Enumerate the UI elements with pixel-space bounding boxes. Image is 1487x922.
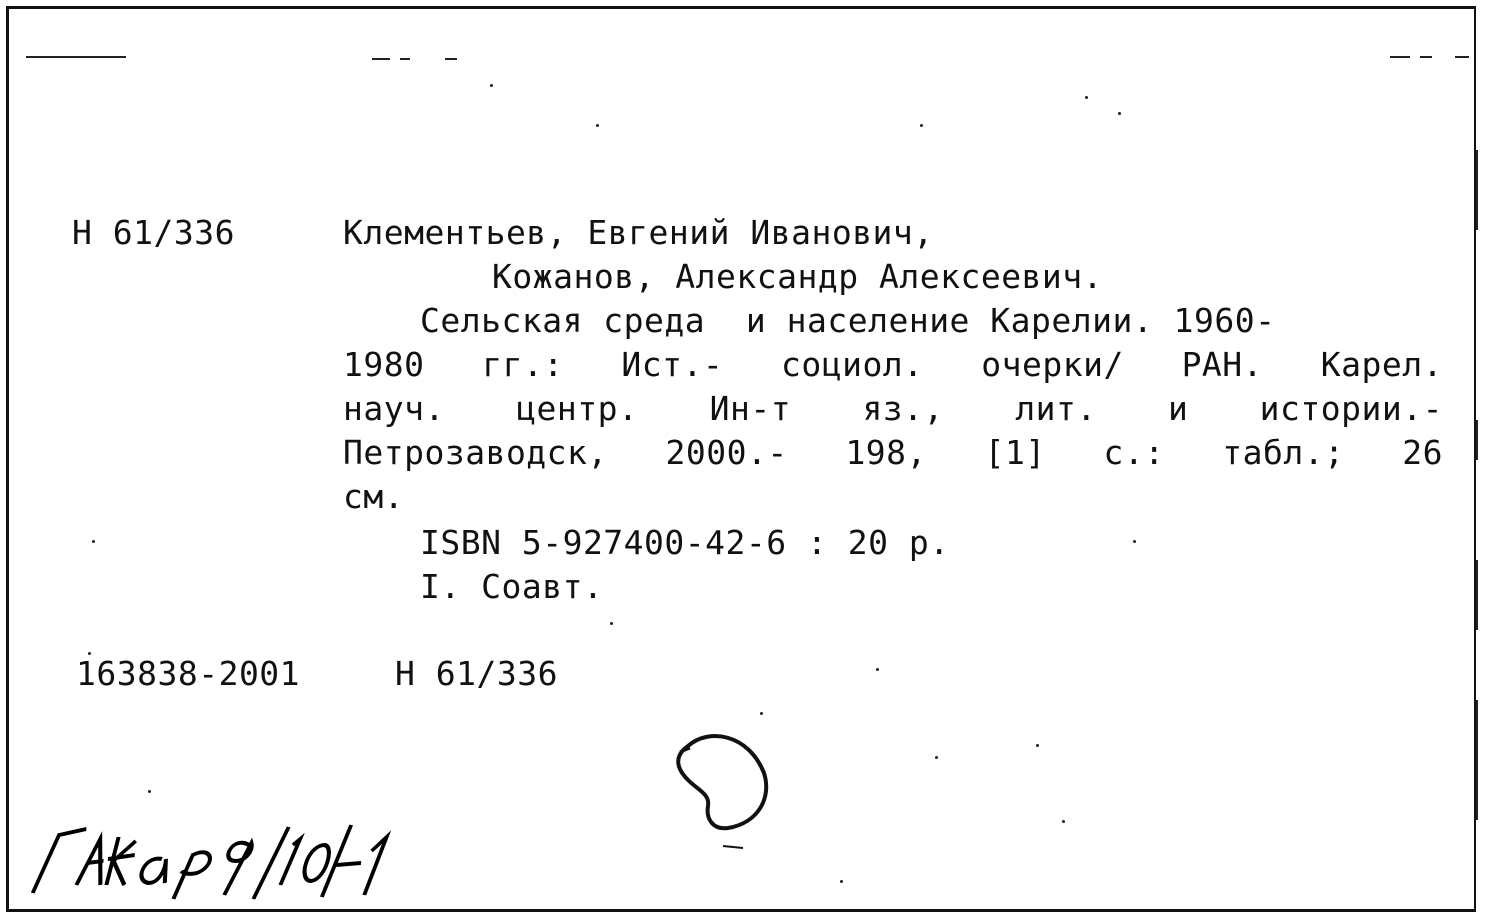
- scan-edge-mark: [1476, 700, 1478, 820]
- word: 198,: [845, 433, 927, 472]
- word: 26: [1402, 433, 1443, 472]
- word: лит.: [1015, 389, 1097, 428]
- scan-speck: [596, 124, 599, 127]
- handwritten-archive-note: [19, 815, 422, 921]
- scan-dash: [1420, 56, 1432, 58]
- description-line: [343, 386, 1443, 432]
- scan-edge-mark: [1476, 560, 1478, 630]
- word: гг.:: [482, 345, 564, 384]
- coauthor-line: Кожанов, Александр Алексеевич.: [492, 257, 1104, 296]
- scan-edge-mark: [1476, 150, 1478, 230]
- scan-speck: [840, 880, 843, 883]
- word: Карел.: [1320, 345, 1443, 384]
- word: Ист.-: [621, 345, 724, 384]
- word: табл.;: [1222, 433, 1345, 472]
- shelf-mark: Н 61/336: [72, 213, 235, 252]
- size-line: см.: [343, 477, 405, 516]
- scan-speck: [1036, 744, 1039, 747]
- scan-dash: [400, 58, 410, 60]
- scan-dash: [372, 58, 390, 60]
- word: центр.: [516, 389, 639, 428]
- scan-dash: [445, 58, 457, 60]
- scan-speck: [1118, 112, 1121, 115]
- word: Ин-т: [709, 389, 792, 428]
- scan-speck: [610, 622, 613, 625]
- handwriting-signature-icon: [22, 815, 421, 905]
- author-line: Клементьев, Евгений Иванович,: [343, 213, 934, 252]
- word: 2000.-: [665, 433, 788, 472]
- tracing-line: I. Соавт.: [420, 567, 604, 606]
- publication-line: [343, 430, 1443, 476]
- scan-dash: [1390, 56, 1410, 58]
- scan-dash: [1455, 56, 1469, 58]
- word: 1980: [343, 345, 425, 384]
- accession-number: 163838-2001: [76, 654, 301, 693]
- scan-speck: [1133, 540, 1136, 543]
- footer-shelf-mark: Н 61/336: [395, 654, 558, 693]
- word: яз.,: [862, 389, 944, 428]
- scan-speck: [876, 668, 879, 671]
- title-line: Сельская среда и население Карелии. 1960-: [420, 301, 1276, 340]
- word: с.:: [1103, 433, 1165, 472]
- word: и: [1168, 389, 1189, 428]
- word: РАН.: [1181, 345, 1264, 384]
- word: истории.-: [1259, 389, 1443, 428]
- stamp-ring-icon: [668, 728, 778, 858]
- scan-speck: [920, 124, 923, 127]
- scan-speck: [935, 756, 938, 759]
- scan-edge-mark: [1476, 420, 1478, 460]
- scan-speck: [490, 84, 493, 87]
- word: социол.: [780, 345, 924, 384]
- word: очерки/: [981, 345, 1124, 384]
- description-line: [343, 342, 1443, 388]
- scan-dash: [26, 56, 126, 58]
- scan-speck: [1085, 96, 1088, 99]
- scan-speck: [148, 790, 151, 793]
- scan-speck: [92, 540, 95, 543]
- scan-speck: [1062, 820, 1065, 823]
- word: Петрозаводск,: [343, 433, 608, 472]
- isbn-line: ISBN 5-927400-42-6 : 20 р.: [420, 523, 950, 562]
- scan-speck: [760, 712, 763, 715]
- word: [1]: [984, 433, 1046, 472]
- word: науч.: [343, 389, 445, 428]
